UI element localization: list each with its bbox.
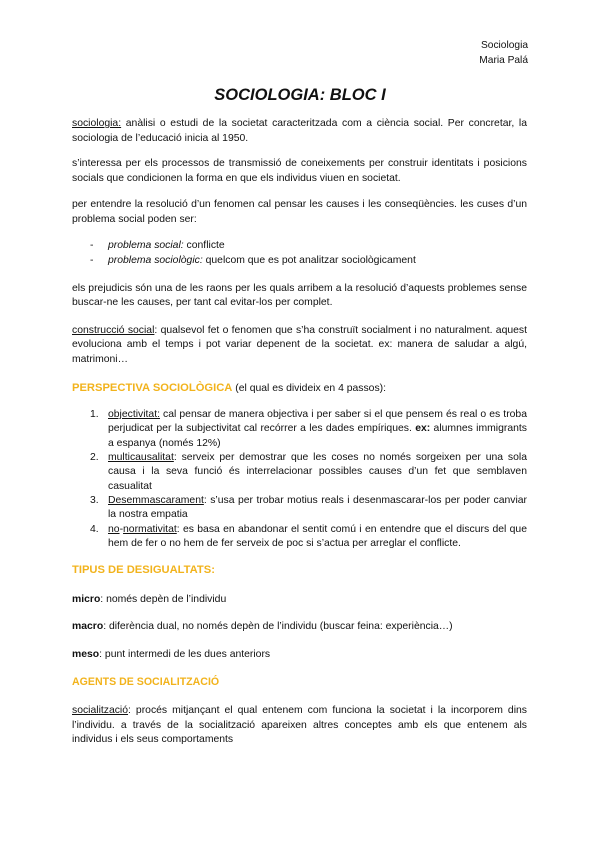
paragraph-meso (72, 648, 527, 663)
term-meso: meso (72, 648, 100, 660)
heading-perspectiva-note: (el qual es divideix en 4 passos): (232, 382, 387, 394)
definition-desemmascarament: : s’usa per trobar motius reals i desenmascarar-los per poder canviar la nostra empatia (108, 494, 527, 521)
definition-problema-social: conflicte (183, 239, 225, 251)
header-author: Maria Palá (479, 55, 528, 66)
definition-macro: : diferència dual, no només depèn de l’individu (buscar feina: experiència…) (103, 621, 453, 633)
section-heading-perspectiva (72, 381, 527, 397)
list-number: 2. (90, 452, 99, 464)
list-item (72, 451, 527, 494)
section-heading-agents (72, 675, 527, 691)
page-header (479, 38, 528, 68)
term-normativitat: normativitat (123, 523, 177, 535)
example-text: alumnes immigrants a espanya (només 12%) (108, 423, 527, 449)
term-no-prefix: no (108, 523, 120, 535)
list-number: 4. (90, 523, 99, 535)
heading-agents: AGENTS DE SOCIALITZACIÓ (72, 676, 220, 689)
list-item (72, 408, 527, 451)
list-dash: - (90, 239, 94, 251)
term-hyphen: - (119, 523, 124, 535)
paragraph-causes: per entendre la resolució d’un fenomen cal pensar les causes i les conseqüències. les cuses d’un problema social poden ser: (72, 199, 527, 225)
paragraph-socialitzacio (72, 704, 527, 748)
definition-problema-sociologic: quelcom que es pot analitzar sociològicament (202, 254, 416, 266)
paragraph-interes: s’interessa per els processos de transmissió de coneixements per construir identitats i posicions socials que condicionen la forma en que els individus viuen en societat. (72, 158, 527, 184)
term-macro: macro (72, 621, 104, 633)
term-objectivitat: objectivitat: (108, 409, 160, 421)
definition-meso: : punt intermedi de les dues anteriors (99, 648, 271, 660)
list-item (72, 494, 527, 523)
section-heading-desigualtats (72, 563, 527, 579)
list-item (72, 523, 527, 552)
paragraph-macro (72, 620, 527, 635)
document-body (72, 117, 527, 748)
list-number: 3. (90, 494, 99, 506)
term-socialitzacio: socialització (72, 705, 129, 717)
example-label: ex: (415, 423, 431, 435)
definition-multicausalitat: : serveix per demostrar que les coses no només sorgeixen per una sola causa i la seva funció és interrelacionar possibles causes d’un fet que semblaven casualitat (108, 452, 527, 492)
term-problema-sociologic: problema sociològic: (108, 254, 203, 266)
definition-micro: : només depèn de l’individu (100, 593, 227, 605)
heading-desigualtats: TIPUS DE DESIGUALTATS: (72, 564, 215, 577)
list-item (72, 253, 527, 268)
definition-socialitzacio: : procés mitjançant el qual entenem com funciona la societat i la incorporem dins l’individu. a través de la socialització apareixen altres conceptes amb els que entenem als individus i els seus comportaments (72, 705, 527, 746)
term-problema-social: problema social: (108, 239, 184, 251)
term-micro: micro (72, 593, 101, 605)
definition-objectivitat: cal pensar de manera objectiva i per saber si el que pensem és real o es troba perjudicat per la subjectivitat cal recórrer a les dades empíriques. (108, 409, 527, 435)
heading-perspectiva: PERSPECTIVA SOCIOLÒGICA (72, 381, 233, 394)
paragraph-sociologia (72, 117, 527, 146)
term-construccio-social: construcció social (72, 324, 155, 336)
definition-no-normativitat: : es basa en abandonar el sentit comú i en entendre que el discurs del que hem de fer o no hem de fer serveix de poc si s’actua per arreglar el conflicte. (108, 523, 527, 549)
term-desemmascarament: Desemmascarament (108, 494, 204, 506)
list-dash: - (90, 254, 94, 266)
header-subject: Sociologia (480, 40, 528, 51)
steps-list (72, 408, 527, 551)
page-title: SOCIOLOGIA: BLOC I (214, 86, 386, 104)
problem-list (72, 238, 527, 268)
paragraph-prejudicis: els prejudicis són una de les raons per les quals arribem a la resolució d’aquests problemes sense buscar-ne les causes, per tant cal evitar-los per complet. (72, 282, 527, 309)
paragraph-construccio-social (72, 324, 527, 368)
list-number: 1. (90, 409, 99, 421)
list-item (72, 238, 527, 253)
paragraph-micro (72, 593, 527, 608)
term-sociologia: sociologia: (72, 118, 122, 129)
definition-construccio-social: : qualsevol fet o fenomen que s’ha construït socialment i no naturalment. aquest evoluciona amb el temps i pot variar depenent de la societat. ex: manera de saludar a algú, matrimoni… (72, 324, 527, 365)
definition-sociologia: anàlisi o estudi de la societat caracteritzada com a ciència social. Per concretar, la sociologia de l’educació inicia al 1950. (72, 118, 527, 144)
term-multicausalitat: multicausalitat (108, 452, 174, 464)
